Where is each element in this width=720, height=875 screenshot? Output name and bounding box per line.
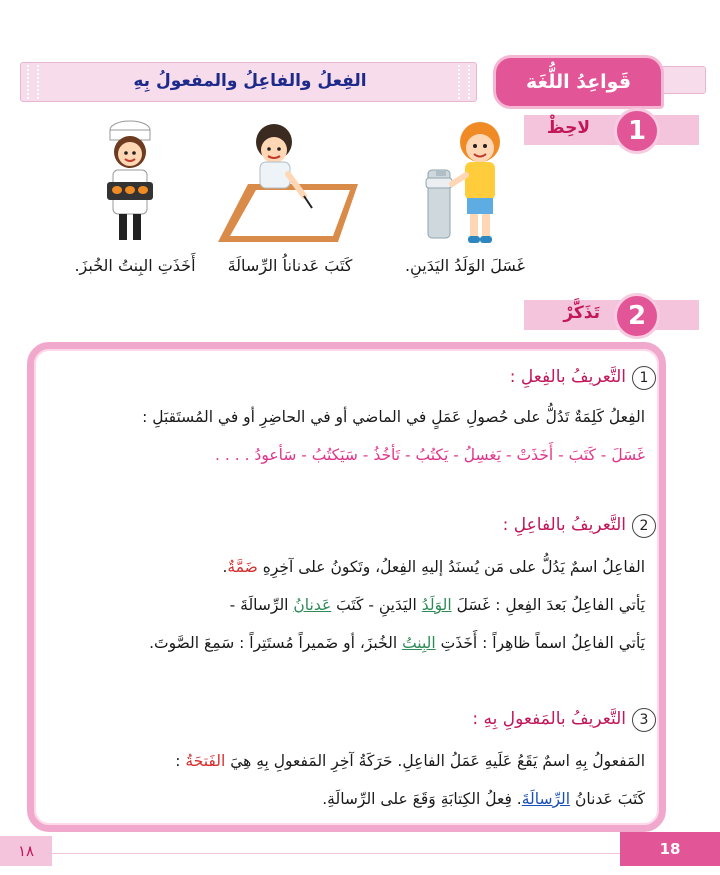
verb-definition-number: 1 — [632, 366, 656, 390]
step2-number: 2 — [614, 293, 660, 339]
page-number: 18 — [620, 832, 720, 866]
fatha-term: الفَتحَةُ — [185, 752, 226, 770]
lesson-title: الفِعلُ والفاعِلُ والمفعولُ بِهِ — [133, 71, 367, 91]
boy-washing-hands-illustration — [418, 120, 518, 245]
verb-definition-text: الفِعلُ كَلِمَةٌ تَدُلُّ على حُصولِ عَمَلٍ في الماضي أو في الحاضِرِ أو في المُستَقبَلِ : — [142, 408, 645, 426]
subject-definition-title: التَّعريفُ بالفاعِلِ : — [502, 515, 626, 535]
object-definition-title: التَّعريفُ بالمَفعولِ بِهِ : — [472, 709, 626, 729]
boy-writing-letter-illustration — [208, 122, 368, 247]
object-definition-number: 3 — [632, 708, 656, 732]
subject-types-example: يَأتي الفاعِلُ اسماً ظاهِراً : أَخَذَتِ البِنتُ الخُبزَ، أو ضَميراً مُستَتِراً : سَمِعَ الصَّوتَ. — [149, 634, 645, 652]
section-tag-tail — [658, 66, 706, 94]
step1-number: 1 — [614, 108, 660, 154]
subject-position-example: يَأتي الفاعِلُ بَعدَ الفِعلِ : غَسَلَ الوَلَدُ اليَدَينِ - كَتَبَ عَدنانُ الرِّسالَةَ - — [229, 596, 645, 614]
footer-line — [52, 853, 620, 854]
page-number-arabic: ١٨ — [0, 836, 52, 866]
caption-girl-bread: أَخَذَتِ البِنتُ الخُبزَ. — [74, 256, 196, 275]
subject-highlight-bint: البِنتُ — [402, 634, 436, 652]
verb-examples: غَسَلَ - كَتَبَ - أَخَذَتْ - يَغسِلُ - يَكتُبُ - تَأخُذُ - سَيَكتُبُ - سَأعودُ . . . . — [215, 446, 645, 464]
subject-highlight-adnan: عَدنانُ — [293, 596, 332, 614]
subject-definition-heading — [503, 514, 656, 538]
section-label: قَواعِدُ اللُّغَة — [493, 55, 664, 109]
subject-highlight-walad: الوَلَدُ — [421, 596, 452, 614]
step1-label: لاحِظْ — [546, 118, 590, 138]
girl-baker-illustration — [95, 120, 165, 245]
caption-boy-writing: كَتَبَ عَدناناُ الرِّسالَةَ — [227, 256, 353, 275]
object-example: كَتَبَ عَدنانُ الرِّسالَةَ. فِعلُ الكِتابَةِ وَقَعَ على الرِّسالَةِ. — [322, 790, 645, 808]
strip-ornament-right — [458, 65, 470, 99]
object-definition-text: المَفعولُ بِهِ اسمٌ يَقَعُ عَلَيهِ عَمَلُ الفاعِلِ. حَرَكَةُ آخِرِ المَفعولِ بِهِ هِيَ الفَتحَةُ : — [175, 752, 645, 770]
strip-ornament-left — [27, 65, 39, 99]
step2-label: تَذَكَّرْ — [563, 303, 600, 323]
verb-definition-title: التَّعريفُ بالفِعلِ : — [509, 367, 626, 387]
caption-boy-washing: غَسَلَ الوَلَدُ اليَدَينِ. — [404, 256, 526, 275]
subject-definition-text: الفاعِلُ اسمٌ يَدُلُّ على مَن يُسنَدُ إليهِ الفِعلُ، وتَكونُ على آخِرِهِ ضَمَّةٌ. — [222, 558, 645, 576]
damma-term: ضَمَّةٌ — [227, 558, 258, 576]
subject-definition-number: 2 — [632, 514, 656, 538]
object-definition-heading — [472, 708, 656, 732]
verb-definition-heading — [510, 366, 656, 390]
object-highlight-risala: الرِّسالَةَ — [521, 790, 571, 808]
